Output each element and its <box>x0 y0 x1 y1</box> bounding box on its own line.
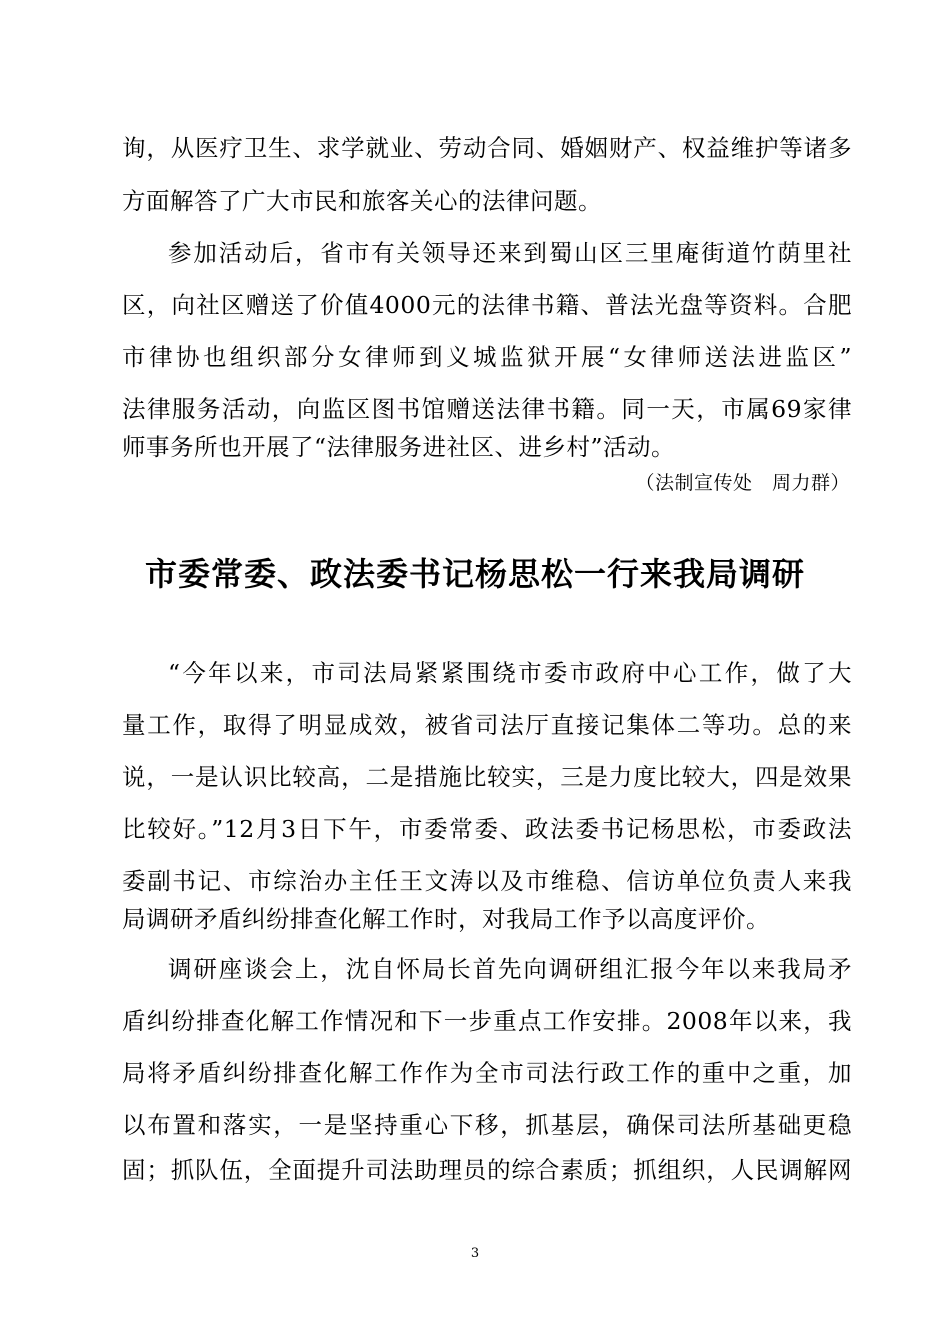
paragraph-line: 调研座谈会上，沈自怀局长首先向调研组汇报今年以来我局矛 <box>168 955 852 983</box>
paragraph-line: 法律服务活动，向监区图书馆赠送法律书籍。同一天，市属69家律 <box>122 395 852 423</box>
paragraph-line: 询，从医疗卫生、求学就业、劳动合同、婚姻财产、权益维护等诸多 <box>122 134 852 162</box>
paragraph-line: 师事务所也开展了“法律服务进社区、进乡村”活动。 <box>122 433 676 461</box>
paragraph-line: 量工作，取得了明显成效，被省司法厅直接记集体二等功。总的来 <box>122 711 852 739</box>
paragraph-line: “今年以来，市司法局紧紧围绕市委市政府中心工作，做了大 <box>168 659 852 687</box>
page-number: 3 <box>470 1246 480 1261</box>
paragraph-line: 说，一是认识比较高，二是措施比较实，三是力度比较大，四是效果 <box>122 763 852 791</box>
paragraph-line: 局将矛盾纠纷排查化解工作作为全市司法行政工作的重中之重，加 <box>122 1059 852 1087</box>
paragraph-line: 以布置和落实，一是坚持重心下移，抓基层，确保司法所基础更稳 <box>122 1111 852 1139</box>
paragraph-line: 固；抓队伍，全面提升司法助理员的综合素质；抓组织，人民调解网 <box>122 1156 852 1184</box>
paragraph-line: 市律协也组织部分女律师到义城监狱开展“女律师送法进监区” <box>122 343 852 371</box>
paragraph-line: 盾纠纷排查化解工作情况和下一步重点工作安排。2008年以来，我 <box>122 1007 852 1035</box>
paragraph-line: 参加活动后，省市有关领导还来到蜀山区三里庵街道竹荫里社 <box>168 239 852 267</box>
paragraph-line: 委副书记、市综治办主任王文涛以及市维稳、信访单位负责人来我 <box>122 867 852 895</box>
paragraph-line: 方面解答了广大市民和旅客关心的法律问题。 <box>122 187 602 215</box>
paragraph-line: 局调研矛盾纠纷排查化解工作时，对我局工作予以高度评价。 <box>122 905 770 933</box>
paragraph-line: 比较好。”12月3日下午，市委常委、政法委书记杨思松，市委政法 <box>122 815 852 843</box>
article-title: 市委常委、政法委书记杨思松一行来我局调研 <box>144 555 805 593</box>
paragraph-line: 区，向社区赠送了价值4000元的法律书籍、普法光盘等资料。合肥 <box>122 291 852 319</box>
author-signature: （法制宣传处 周力群） <box>635 472 850 494</box>
